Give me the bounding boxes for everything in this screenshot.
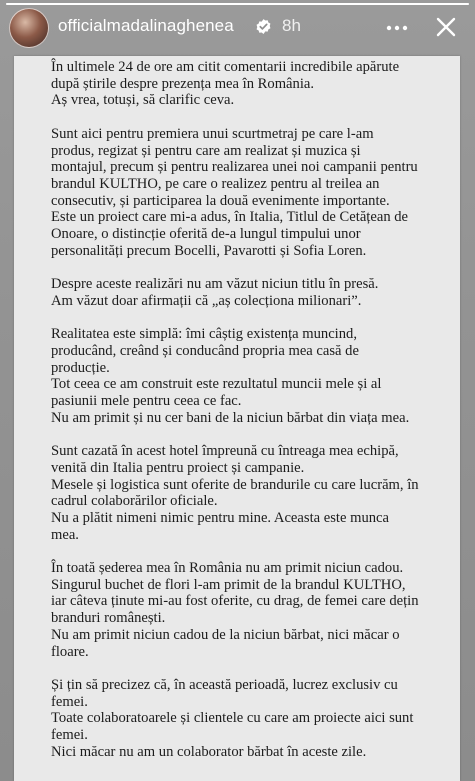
avatar[interactable] (9, 8, 49, 48)
post-line: Sunt aici pentru premiera unui scurtmetraj pe care l-am produs, regizat și pentru care am realizat și muzica și montajul, precum și pentru realizarea unei noi campanii pentru brandul KULTHO, pe care o realizez pentru al treilea an consecutiv, și participarea la două evenimente importante. (51, 125, 418, 209)
post-paragraph (51, 276, 419, 309)
post-line: Aș vrea, totuși, să clarific ceva. (51, 92, 235, 109)
post-line: Nu a plătit nimeni nimic pentru mine. Aceasta este munca mea. (51, 509, 389, 543)
post-paragraph (51, 443, 419, 543)
close-icon[interactable] (433, 14, 459, 40)
post-line: Singurul buchet de flori l-am primit de la brandul KULTHO, iar câteva ținute mi-au fost oferite, cu drag, de femei care dețin branduri românești. (51, 576, 419, 627)
post-line: Nu am primit niciun cadou de la niciun bărbat, nici măcar o floare. (51, 626, 400, 660)
post-line: Nu am primit și nu cer bani de la niciun bărbat din viața mea. (51, 409, 410, 426)
username[interactable]: officialmadalinaghenea (58, 16, 234, 35)
post-paragraph (51, 677, 419, 761)
post-paragraph (51, 59, 419, 109)
post-line: Și țin să precizez că, în această perioadă, lucrez exclusiv cu femei. (51, 676, 398, 710)
post-paragraph (51, 126, 419, 260)
post-line: Este un proiect care mi-a adus, în Italia, Titlul de Cetățean de Onoare, o distincție oferită de-a lungul timpului unor personalități precum Bocelli, Pavarotti și Sofia Loren. (51, 209, 409, 259)
post-line: Sunt cazată în acest hotel împreună cu întreaga mea echipă, venită din Italia pentru proiect și campanie. (51, 443, 399, 476)
post-paragraph (51, 560, 419, 660)
post-line: Am văzut doar afirmații că „aș colecționa milionari”. (51, 292, 362, 309)
post-line: Tot ceea ce am construit este rezultatul muncii mele și al pasiunii mele pentru ceea ce fac. (51, 376, 382, 410)
post-line: Nici măcar nu am un colaborator bărbat în aceste zile. (51, 743, 367, 760)
story-header (0, 0, 475, 56)
post-text (51, 59, 419, 777)
more-options-icon[interactable] (386, 18, 408, 38)
post-line: Mesele și logistica sunt oferite de brandurile cu care lucrăm, în cadrul colaborărilor oficiale. (51, 476, 419, 510)
post-line: În toată șederea mea în România nu am primit niciun cadou. (51, 560, 404, 577)
post-line: Despre aceste realizări nu am văzut niciun titlu în presă. (51, 276, 379, 293)
verified-badge-icon (255, 18, 272, 35)
story-time: 8h (282, 16, 301, 35)
post-line: Realitatea este simplă: îmi câștig existența muncind, producând, creând și conducând propria mea casă de producție. (51, 326, 359, 376)
post-line: În ultimele 24 de ore am citit comentarii incredibile apărute după știrile despre prezența mea în România. (51, 59, 400, 92)
post-line: Toate colaboratoarele și clientele cu care am proiecte aici sunt femei. (51, 710, 414, 744)
post-paragraph (51, 326, 419, 426)
